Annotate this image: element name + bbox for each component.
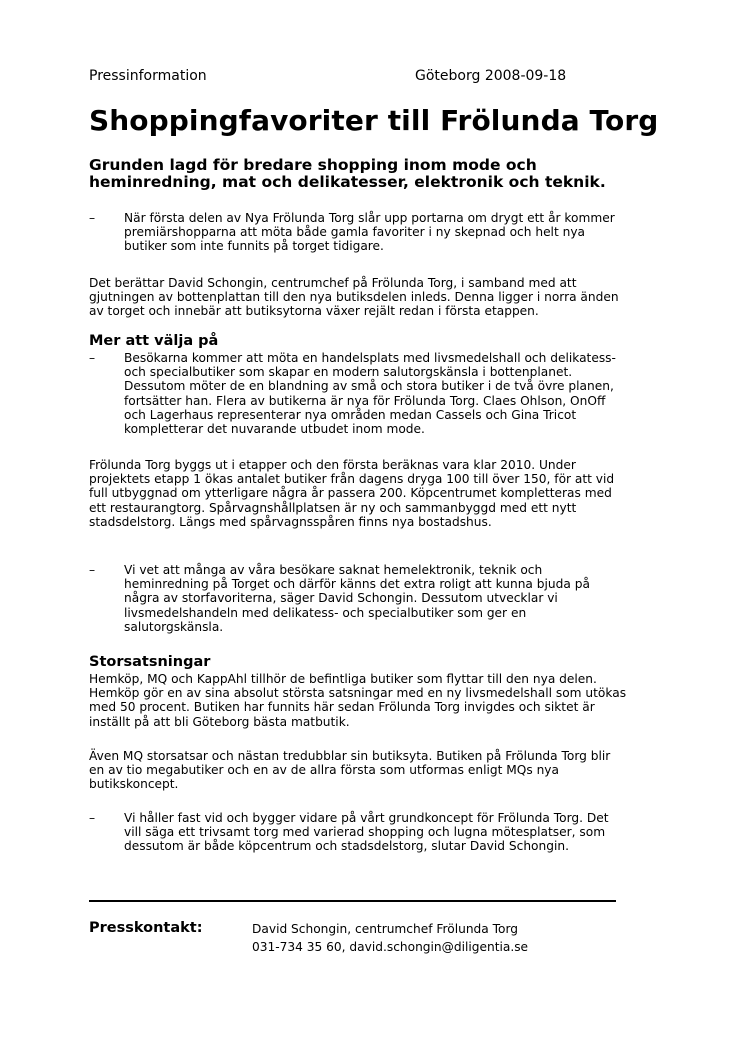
contact-details: 031-734 35 60, david.schongin@diligentia.se bbox=[252, 940, 529, 954]
quote-text: Besökarna kommer att möta en handelsplats med livsmedelshall och delikatess- och specialbutiker som skapar en modern salutorgskänsla i bottenplanet. Dessutom möter de en blandning av små och stora butiker i de två övre planen, fortsätter han. Flera av butikerna är nya för Frölunda Torg. Claes Ohlson, OnOff och Lagerhaus representerar nya områden medan Cassels och Gina Tricot kompletterar det nuvarande utbudet inom mode. bbox=[124, 351, 616, 437]
place-and-date: Göteborg 2008-09-18 bbox=[415, 68, 567, 84]
body-paragraph: Det berättar David Schongin, centrumchef på Frölunda Torg, i samband med att gjutningen av bottenplattan till den nya butiksdelen inleds. Denna ligger i norra änden av torget och innebär att butiksytorna växer rejält redan i första etappen. bbox=[89, 276, 619, 319]
section-heading: Storsatsningar bbox=[89, 654, 211, 670]
quote-text: När första delen av Nya Frölunda Torg slår upp portarna om drygt ett år kommer premiärshopparna att möta både gamla favoriter i ny skepnad och helt nya butiker som inte funnits på torget tidigare. bbox=[124, 211, 615, 254]
bullet-dash: – bbox=[89, 563, 96, 577]
body-paragraph: Frölunda Torg byggs ut i etapper och den första beräknas vara klar 2010. Under projektets etapp 1 ökas antalet butiker från dagens dryga 100 till över 150, för att vid full utbyggnad om ytterligare några år passera 200. Köpcentrumet kompletteras med ett restaurangtorg. Spårvagnshållplatsen är ny och sammanbyggd med ett nytt stadsdelstorg. Längs med spårvagnsspåren finns nya bostadshus. bbox=[89, 458, 615, 529]
bullet-dash: – bbox=[89, 351, 96, 365]
press-contact-label: Presskontakt: bbox=[89, 920, 203, 936]
body-paragraph: Även MQ storsatsar och nästan tredubblar sin butiksyta. Butiken på Frölunda Torg blir en av tio megabutiker och en av de allra första som utformas enligt MQs nya butikskoncept. bbox=[89, 749, 611, 792]
bullet-dash: – bbox=[89, 211, 96, 225]
body-paragraph: Hemköp, MQ och KappAhl tillhör de befintliga butiker som flyttar till den nya delen. Hemköp gör en av sina absolut största satsningar med en ny livsmedelshall som utökas med 50 procent. Butiken har funnits här sedan Frölunda Torg invigdes och siktet är inställt på att bli Göteborg bästa matbutik. bbox=[89, 672, 627, 729]
lead-paragraph: Grunden lagd för bredare shopping inom mode och heminredning, mat och delikatesser, elektronik och teknik. bbox=[89, 156, 606, 191]
quote-text: Vi vet att många av våra besökare saknat hemelektronik, teknik och heminredning på Torget och därför känns det extra roligt att kunna bjuda på några av storfavoriterna, säger David Schongin. Dessutom utvecklar vi livsmedelshandeln med delikatess- och specialbutiker som ger en salutorgskänsla. bbox=[124, 563, 590, 634]
section-heading: Mer att välja på bbox=[89, 333, 219, 349]
divider-line bbox=[89, 900, 616, 902]
page-title: Shoppingfavoriter till Frölunda Torg bbox=[89, 104, 659, 137]
quote-text: Vi håller fast vid och bygger vidare på vårt grundkoncept för Frölunda Torg. Det vill säga ett trivsamt torg med varierad shopping och lugna mötesplatser, som dessutom är både köpcentrum och stadsdelstorg, slutar David Schongin. bbox=[124, 811, 609, 854]
contact-name: David Schongin, centrumchef Frölunda Torg bbox=[252, 922, 518, 936]
bullet-dash: – bbox=[89, 811, 96, 825]
document-type-label: Pressinformation bbox=[89, 68, 207, 84]
